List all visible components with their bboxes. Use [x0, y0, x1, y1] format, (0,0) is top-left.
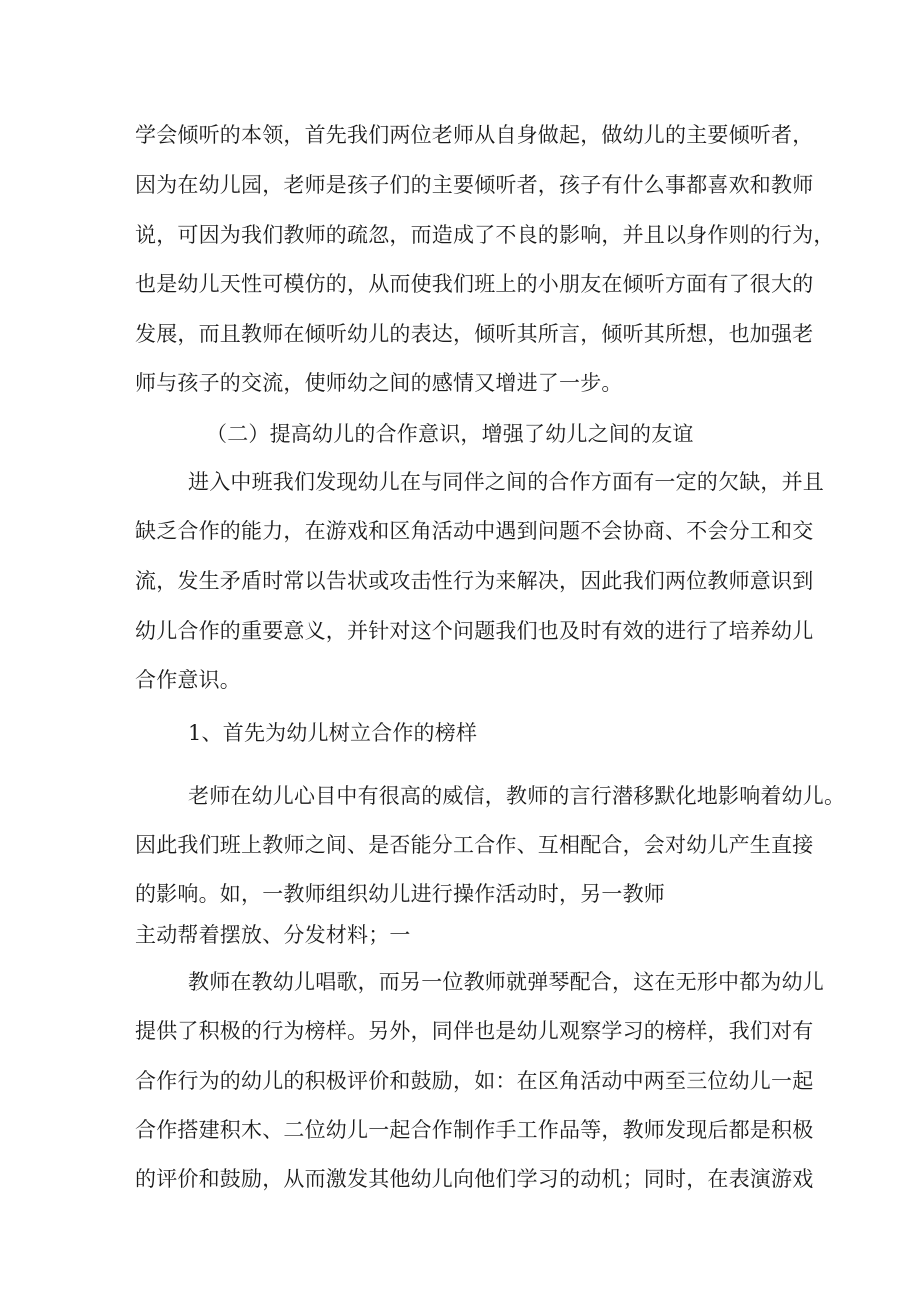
paragraph-line: 师与孩子的交流，使师幼之间的感情又增进了一步。 — [135, 371, 623, 395]
paragraph-line: 因为在幼儿园，老师是孩子们的主要倾听者，孩子有什么事都喜欢和教师 — [135, 173, 814, 197]
paragraph-line: 提供了积极的行为榜样。另外，同伴也是幼儿观察学习的榜样，我们对有 — [135, 1019, 814, 1043]
paragraph-line: 也是幼儿天性可模仿的，从而使我们班上的小朋友在倾听方面有了很大的 — [135, 272, 814, 296]
paragraph-line: 老师在幼儿心目中有很高的威信，教师的言行潜移默化地影响着幼儿。 — [188, 784, 846, 808]
paragraph-line: 的影响。如，一教师组织幼儿进行操作活动时，另一教师 — [135, 882, 665, 906]
paragraph-line: 合作意识。 — [135, 668, 241, 692]
paragraph-line: 说，可因为我们教师的疏忽，而造成了不良的影响，并且以身作则的行为， — [135, 223, 835, 247]
paragraph-line: 缺乏合作的能力，在游戏和区角活动中遇到问题不会协商、不会分工和交 — [135, 519, 814, 543]
paragraph-line: 进入中班我们发现幼儿在与同伴之间的合作方面有一定的欠缺，并且 — [188, 470, 824, 494]
paragraph-line: 因此我们班上教师之间、是否能分工合作、互相配合，会对幼儿产生直接 — [135, 833, 814, 857]
paragraph-line: 合作行为的幼儿的积极评价和鼓励，如：在区角活动中两至三位幼儿一起 — [135, 1069, 814, 1093]
paragraph-line: 学会倾听的本领，首先我们两位老师从自身做起，做幼儿的主要倾听者， — [135, 123, 814, 147]
paragraph-line: 流，发生矛盾时常以告状或攻击性行为来解决，因此我们两位教师意识到 — [135, 569, 814, 593]
subsection-heading: 1、首先为幼儿树立合作的榜样 — [188, 721, 478, 745]
section-heading: （二）提高幼儿的合作意识，增强了幼儿之间的友谊 — [206, 422, 694, 446]
paragraph-line: 的评价和鼓励，从而激发其他幼儿向他们学习的动机；同时，在表演游戏 — [135, 1167, 814, 1191]
paragraph-line: 主动帮着摆放、分发材料；一 — [135, 923, 411, 947]
paragraph-line: 合作搭建积木、二位幼儿一起合作制作手工作品等，教师发现后都是积极 — [135, 1118, 814, 1142]
paragraph-line: 发展，而且教师在倾听幼儿的表达，倾听其所言，倾听其所想，也加强老 — [135, 322, 814, 346]
paragraph-line: 幼儿合作的重要意义，并针对这个问题我们也及时有效的进行了培养幼儿 — [135, 619, 814, 643]
paragraph-line: 教师在教幼儿唱歌，而另一位教师就弹琴配合，这在无形中都为幼儿 — [188, 970, 824, 994]
